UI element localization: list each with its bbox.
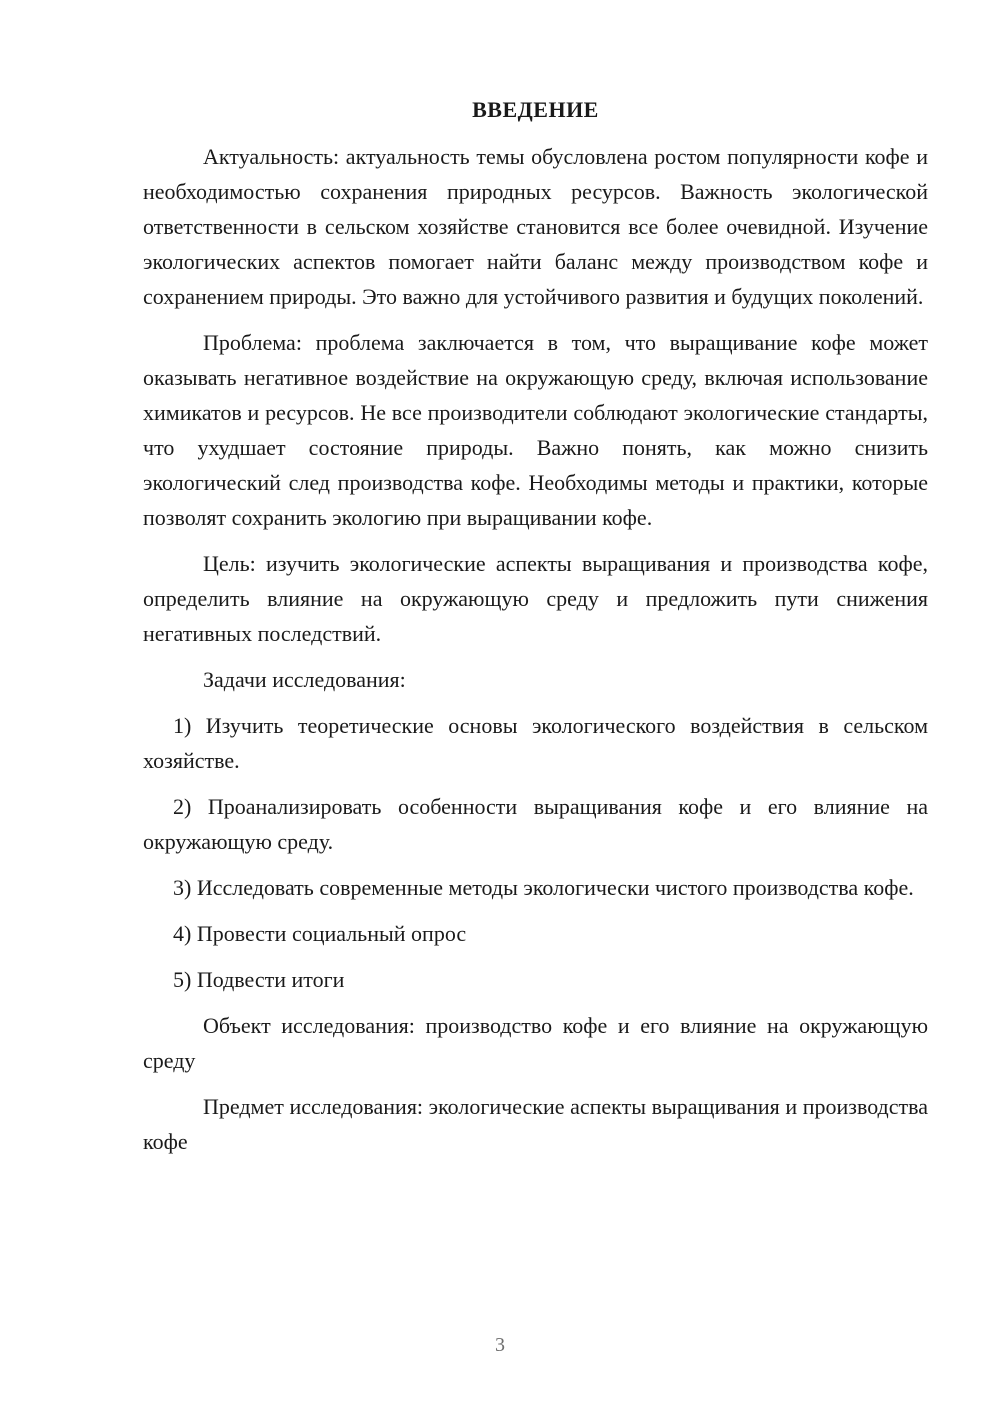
paragraph-goal: Цель: изучить экологические аспекты выращивания и производства кофе, определить влияние на окружающую среду и предложить пути снижения негативных последствий. (143, 551, 928, 646)
task-item-2: 2) Проанализировать особенности выращивания кофе и его влияние на окружающую среду. (143, 794, 928, 854)
task-item-3: 3) Исследовать современные методы экологически чистого производства кофе. (173, 875, 914, 900)
tasks-heading: Задачи исследования: (203, 667, 406, 692)
paragraph-relevance: Актуальность: актуальность темы обусловлена ростом популярности кофе и необходимостью сохранения природных ресурсов. Важность экологической ответственности в сельском хозяйстве становится все более очевидной. Изучение экологических аспектов помогает найти баланс между производством кофе и сохранением природы. Это важно для устойчивого развития и будущих поколений. (143, 144, 928, 309)
paragraph-problem: Проблема: проблема заключается в том, что выращивание кофе может оказывать негативное воздействие на окружающую среду, включая использование химикатов и ресурсов. Не все производители соблюдают экологические стандарты, что ухудшает состояние природы. Важно понять, как можно снизить экологический след производства кофе. Необходимы методы и практики, которые позволят сохранить экологию при выращивании кофе. (143, 330, 928, 530)
page-content (143, 92, 928, 1170)
paragraph-object: Объект исследования: производство кофе и его влияние на окружающую среду (143, 1013, 928, 1073)
paragraph-subject: Предмет исследования: экологические аспекты выращивания и производства кофе (143, 1094, 928, 1154)
section-title: ВВЕДЕНИЕ (472, 97, 599, 122)
task-item-5: 5) Подвести итоги (173, 967, 345, 992)
page-number: 3 (495, 1334, 505, 1356)
task-item-1: 1) Изучить теоретические основы экологического воздействия в сельском хозяйстве. (143, 713, 928, 773)
task-item-4: 4) Провести социальный опрос (173, 921, 467, 946)
